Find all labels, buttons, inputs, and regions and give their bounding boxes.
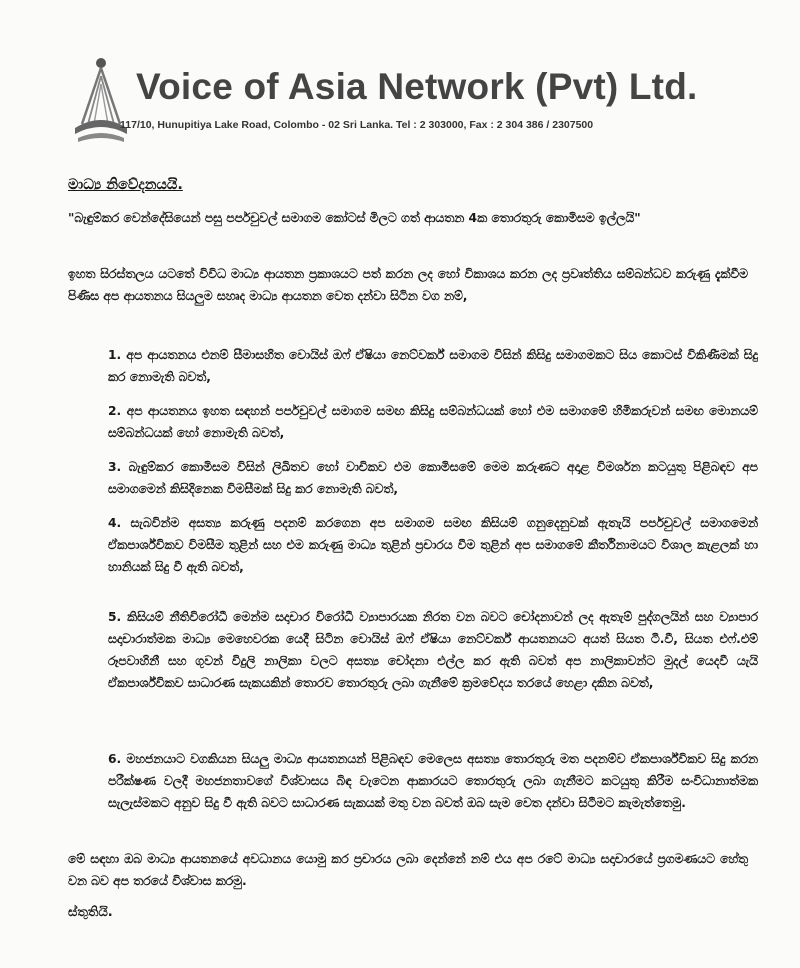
intro-paragraph: ඉහත සිරස්තලය යටතේ විවිධ මාධ්‍ය ආයතන ප්‍රකාශයට පත් කරන ලද හෝ විකාශය කරන ලද ප්‍රවෘත්තිය සම්බන්ධව කරුණු දැක්වීම පිණිස අප ආයතනය සියලුම සහෘද මාධ්‍ය ආයතන වෙත දන්වා සිටින වග නම්, xyxy=(68,267,748,303)
letterhead xyxy=(0,0,800,150)
subject-line: "බැඳුම්කර වෙන්දේසියෙන් පසු පර්පචුවල් සමාගම කෝටස් මිලට ගත් ආයතන 4ක තොරතුරු කොමිසම ඉල්ලයි" xyxy=(68,211,641,225)
company-name: Voice of Asia Network (Pvt) Ltd. xyxy=(136,66,698,107)
sign-off: ස්තුතියි. xyxy=(68,905,113,920)
list-item: 2. අප ආයතනය ඉහත සඳහන් පර්පචුවල් සමාගම සමඟ කිසිදු සම්බන්ධයක් හෝ එම සමාගමේ හිමිකරුවන් සමඟ මොනයම් සම්බන්ධයක් හෝ නොමැති බවත්, xyxy=(108,404,758,440)
list-item: 6. මහජනයාට වගකියන සියලු මාධ්‍ය ආයතනයන් පිළිබඳව මෙලෙස අසත්‍ය තොරතුරු මත පදනම්ව ඒකපාර්ශ්විකව සිදු කරන පරීක්ෂණ වලදී මහජනතාවගේ විශ්වාසය බිඳ වැටෙන ආකාරයට තොරතුරු ලබා ගැනීමට කටයුතු කිරීම සංවිධානාත්මක සැලැස්මකට අනුව සිදු වී ඇති බවට සාධාරණ සැකයක් මතු වන බවත් ඔබ සැම වෙත දන්වා සිටීමට කැමැත්තෙමු. xyxy=(108,752,758,810)
company-address: 117/10, Hunupitiya Lake Road, Colombo - 02 Sri Lanka. Tel : 2 303000, Fax : 2 304 386 / 2307500 xyxy=(120,119,594,131)
list-item: 1. අප ආයතනය එනම් සීමාසහිත වොයිස් ඔෆ් ඒෂියා නෙට්වර්ක් සමාගම විසින් කිසිදු සමාගමකට සිය කොටස් විකිණීමක් සිදු කර නොමැති බවත්, xyxy=(108,348,758,384)
closing-paragraph: මේ සඳහා ඔබ මාධ්‍ය ආයතනයේ අවධානය යොමු කර ප්‍රචාරය ලබා දෙන්නේ නම් එය අප රටේ මාධ්‍ය සදාචාරයේ ප්‍රගමණයට හේතු වන බව අප තරයේ විශ්වාස කරමු. xyxy=(68,852,748,888)
list-item: 3. බැඳුම්කර කොමිසම විසින් ලිඛිතව හෝ වාචිකව එම කොමිසමේ මෙම කරුණට අදාළ විමර්ශන කටයුතු පිළිබඳව අප සමාගමෙන් කිසිදිනෙක විමසීමක් සිදු කර නොමැති බවත්, xyxy=(108,460,758,496)
list-item: 5. කිසියම් නීතිවිරෝධී මෙන්ම සදාචාර විරෝධී ව්‍යාපාරයක නිරත වන බවට චෝදනාවන් ලද ඇතැම් පුද්ගලයින් සහ ව්‍යාපාර සදාචාරාත්මක මාධ්‍ය මෙහෙවරක යෙදී සිටින වොයිස් ඔෆ් ඒෂියා නෙට්වර්ක් ආයතනයට අයත් සියත ටී.වී, සියත එෆ්.එම් රූපවාහිනී සහ ගුවන් විදුලි නාලිකා වලට අසත්‍ය චෝදනා එල්ල කර ඇති බවත් අප නාලිකාවන්ට මුදල් යෙදවී යැයි ඒකපාර්ශ්විකව සාධාරණ සැකයකින් තොරව තොරතුරු ලබා ගැනීමේ ක්‍රමවේදය තරයේ හෙළා දකින බවත්, xyxy=(108,610,758,690)
document-heading: මාධ්‍ය නිවේදනයයි. xyxy=(68,177,183,193)
list-item: 4. සැබවින්ම අසත්‍ය කරුණු පදනම් කරගෙන අප සමාගම සමඟ කිසියම් ගනුදෙනුවක් ඇතැයි පර්පචුවල් සමාගමෙන් ඒකපාර්ශ්විකව විමසීම තුළින් සහ එම කරුණු මාධ්‍ය තුළින් ප්‍රචාරය වීම තුළින් අප සමාගමේ කීර්තිනාමයට විශාල කැළලක් හා හානියක් සිදු වී ඇති බවත්, xyxy=(108,516,758,574)
